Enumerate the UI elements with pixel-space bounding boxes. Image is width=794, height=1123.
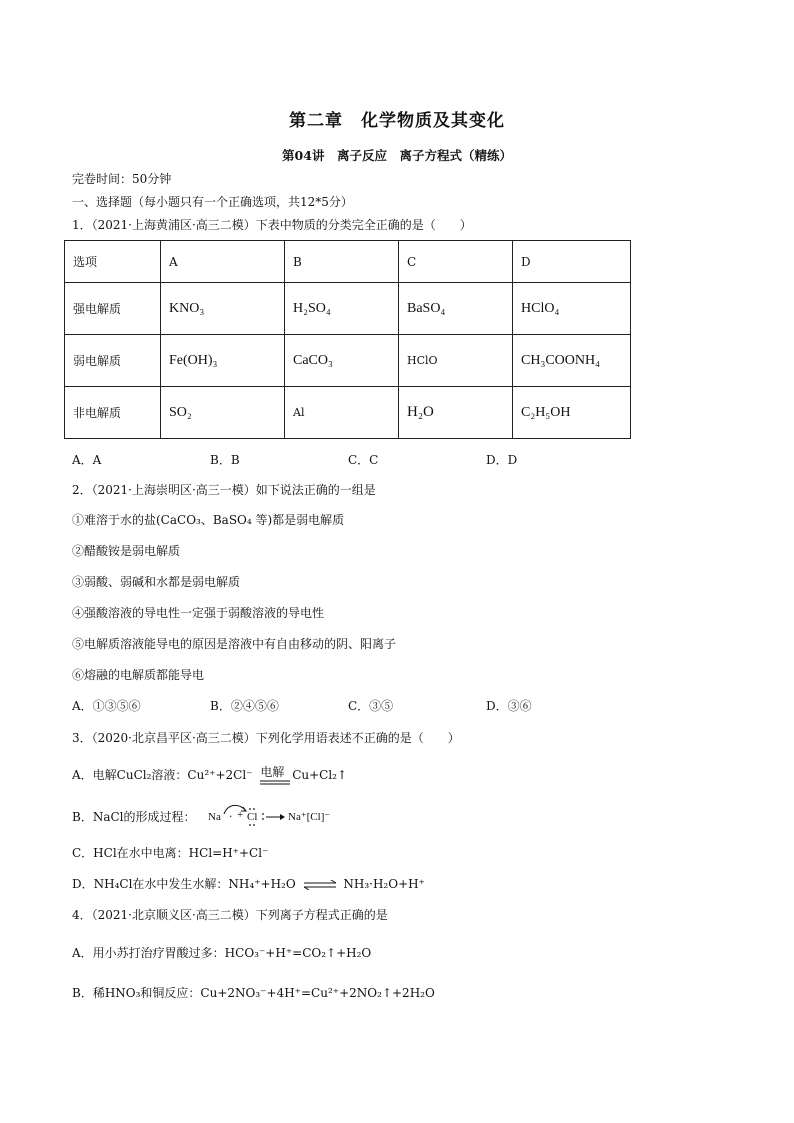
q2-item: ⑤电解质溶液能导电的原因是溶液中有自由移动的阴、阳离子 (72, 637, 397, 651)
table-cell: CH₃COONH₄ (513, 335, 631, 387)
q1-option-a[interactable]: A．A (72, 453, 102, 467)
electrolysis-condition (260, 765, 285, 781)
equilibrium-arrow-icon (303, 880, 337, 890)
cl-electron-dots-icon (244, 807, 266, 827)
reaction-arrow-icon (266, 812, 286, 822)
q3-option-d[interactable] (72, 877, 425, 891)
table-cell: H₂SO₄ (285, 283, 399, 335)
q3-option-b[interactable] (72, 810, 196, 824)
q3-a-product: Cu+Cl₂↑ (292, 768, 348, 782)
exam-time: 完卷时间：50分钟 (72, 172, 172, 186)
page-title: 第二章 化学物质及其变化 (289, 111, 505, 131)
q2-item: ⑥熔融的电解质都能导电 (72, 668, 205, 682)
q3-d-product: NH₃·H₂O+H⁺ (343, 877, 425, 891)
q1-option-b[interactable]: B．B (210, 453, 240, 467)
table-cell: SO₂ (161, 387, 285, 439)
classification-table (64, 240, 631, 439)
q4-option-b[interactable]: B．稀HNO₃和铜反应：Cu+2NO₃⁻+4H⁺=Cu²⁺+2NO₂↑+2H₂O (72, 986, 435, 1000)
table-header-cell: A (161, 241, 285, 283)
q3-stem: 3．（2020·北京昌平区·高三二模）下列化学用语表述不正确的是（ ） (72, 731, 460, 745)
table-cell: HClO (399, 335, 513, 387)
q3-b-text: B．NaCl的形成过程： (72, 810, 196, 824)
table-cell: HClO₄ (513, 283, 631, 335)
row-label: 强电解质 (65, 283, 161, 335)
table-row (65, 335, 631, 387)
plus-sign-icon: + (237, 809, 244, 821)
q2-option-b[interactable]: B．②④⑤⑥ (210, 699, 279, 713)
q2-option-a[interactable]: A．①③⑤⑥ (72, 699, 141, 713)
table-cell: CaCO₃ (285, 335, 399, 387)
q2-stem: 2．（2021·上海崇明区·高三一模）如下说法正确的一组是 (72, 483, 376, 497)
row-label: 弱电解质 (65, 335, 161, 387)
q2-item: ③弱酸、弱碱和水都是弱电解质 (72, 575, 241, 589)
page-subtitle: 第04讲 离子反应 离子方程式（精练） (282, 148, 512, 163)
condition-label: 电解 (260, 765, 285, 779)
q3-d-text: D．NH₄Cl在水中发生水解：NH₄⁺+H₂O (72, 877, 296, 891)
q2-option-d[interactable]: D．③⑥ (486, 699, 532, 713)
table-row (65, 387, 631, 439)
q4-stem: 4．（2021·北京顺义区·高三二模）下列离子方程式正确的是 (72, 908, 388, 922)
q1-option-c[interactable]: C．C (348, 453, 379, 467)
q2-item: ④强酸溶液的导电性一定强于弱酸溶液的导电性 (72, 606, 325, 620)
row-label: 非电解质 (65, 387, 161, 439)
q3-option-a[interactable] (72, 765, 348, 782)
table-cell: H₂O (399, 387, 513, 439)
table-header-cell: 选项 (65, 241, 161, 283)
q1-option-d[interactable]: D．D (486, 453, 518, 467)
q3-option-c[interactable]: C．HCl在水中电离：HCl=H⁺+Cl⁻ (72, 846, 269, 860)
table-cell: Fe(OH)₃ (161, 335, 285, 387)
q3-a-text: A．电解CuCl₂溶液：Cu²⁺+2Cl⁻ (72, 768, 253, 782)
table-header-cell: C (399, 241, 513, 283)
table-header-row (65, 241, 631, 283)
q4-option-a[interactable]: A．用小苏打治疗胃酸过多：HCO₃⁻+H⁺=CO₂↑+H₂O (72, 946, 372, 960)
table-cell: BaSO₄ (399, 283, 513, 335)
double-arrow-line-icon (260, 780, 290, 785)
cl-atom: Cl (247, 811, 258, 823)
q2-item: ①难溶于水的盐(CaCO₃、BaSO₄ 等)都是弱电解质 (72, 513, 345, 527)
table-cell: Al (285, 387, 399, 439)
table-cell: KNO₃ (161, 283, 285, 335)
table-row (65, 283, 631, 335)
q1-stem: 1．（2021·上海黄浦区·高三二模）下表中物质的分类完全正确的是（ ） (72, 218, 472, 232)
nacl-product: Na⁺[Cl]⁻ (288, 811, 331, 823)
table-cell: C₂H₅OH (513, 387, 631, 439)
nacl-formation-diagram (208, 800, 331, 832)
q2-option-c[interactable]: C．③⑤ (348, 699, 394, 713)
table-header-cell: B (285, 241, 399, 283)
na-atom: Na (208, 811, 221, 823)
electron-dot-icon: · (229, 810, 233, 823)
table-header-cell: D (513, 241, 631, 283)
section-heading: 一、选择题（每小题只有一个正确选项，共12*5分） (72, 195, 353, 209)
q2-item: ②醋酸铵是弱电解质 (72, 544, 181, 558)
